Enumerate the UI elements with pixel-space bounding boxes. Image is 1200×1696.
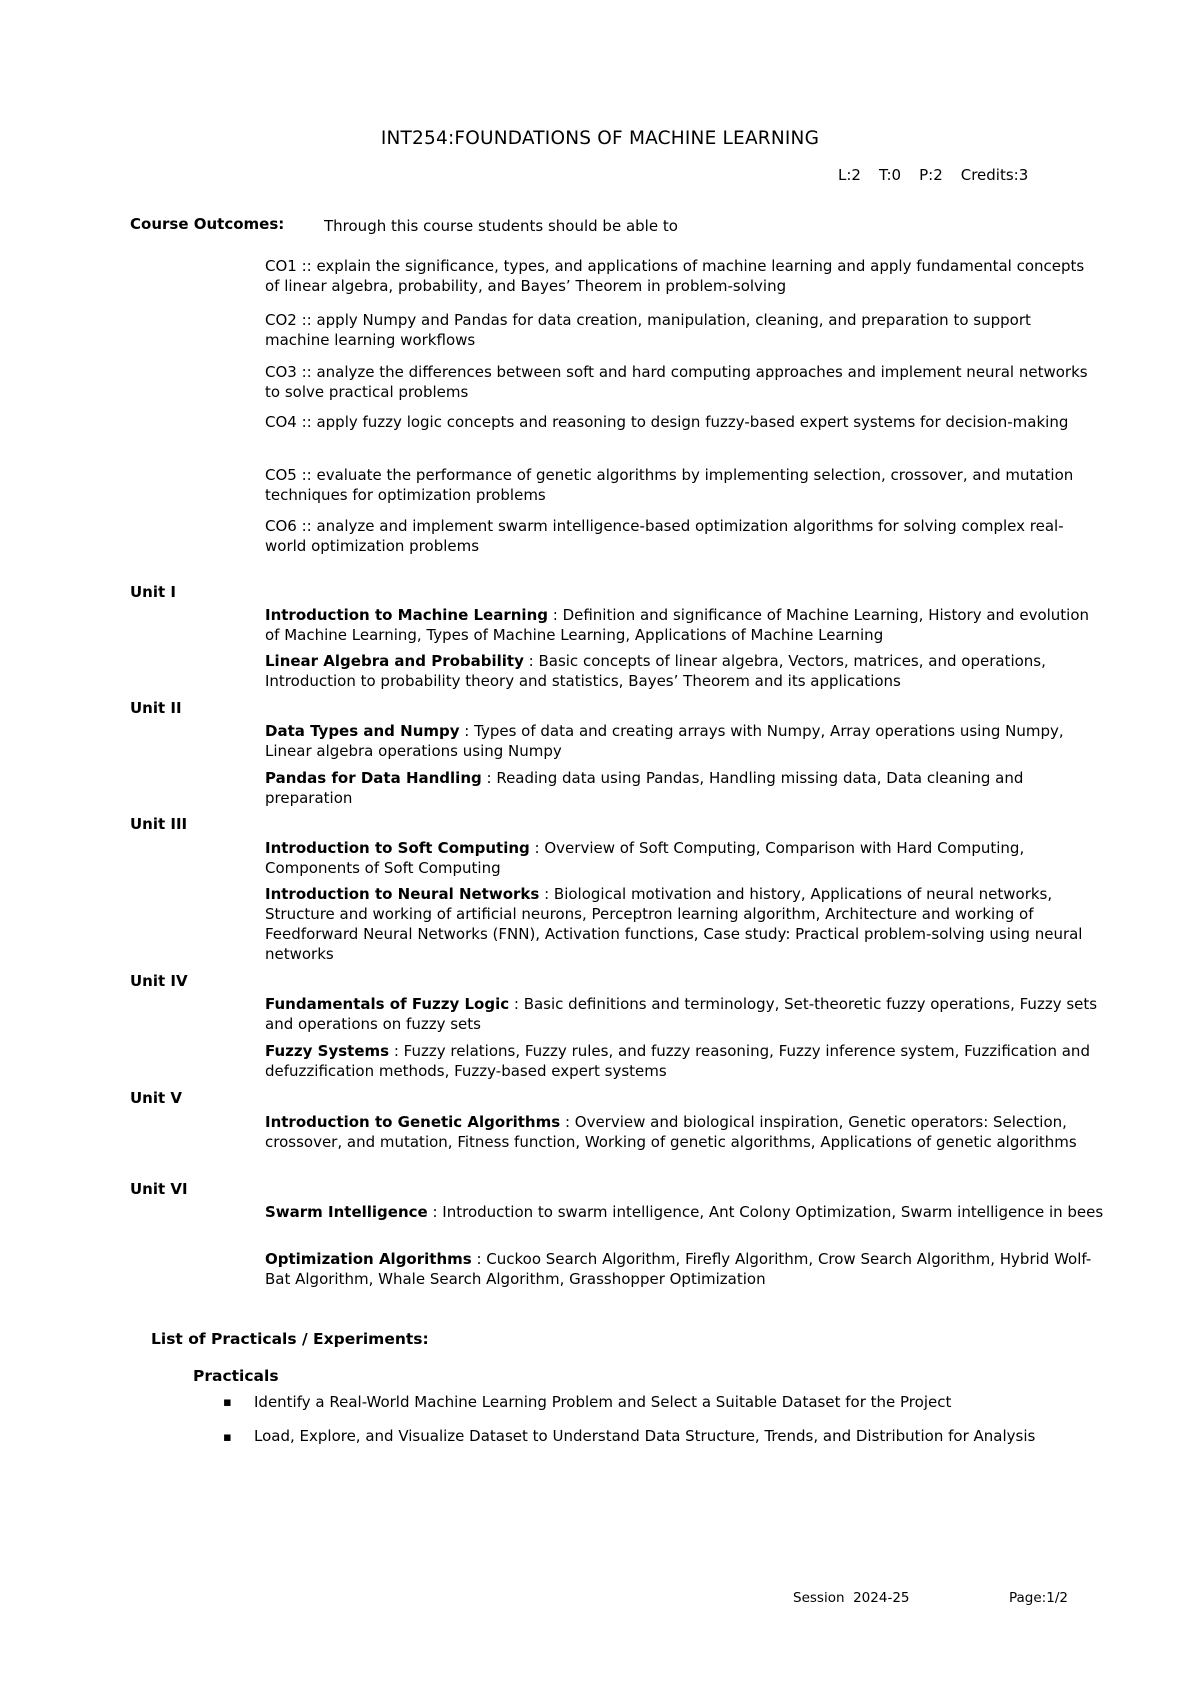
topic-text: : Overview and biological inspiration, Genetic operators: Selection, crossover, and mutation, Fitness function, Working of genetic algorithms, Applications of genetic algorithms [265, 1113, 1077, 1151]
practicals-heading: List of Practicals / Experiments: [151, 1330, 429, 1348]
topic-name: Swarm Intelligence [265, 1203, 428, 1221]
practical-hours: P:2 [919, 166, 943, 184]
topic-text: : Types of data and creating arrays with Numpy, Array operations using Numpy, Linear algebra operations using Numpy [265, 722, 1064, 760]
topic-name: Linear Algebra and Probability [265, 652, 524, 670]
course-outcome-3: CO3 :: analyze the differences between soft and hard computing approaches and implement neural networks to solve practical problems [265, 363, 1088, 401]
unit-topic [265, 838, 1105, 878]
practical-item: Identify a Real-World Machine Learning Problem and Select a Suitable Dataset for the Project [254, 1393, 952, 1411]
course-outcome-5: CO5 :: evaluate the performance of genetic algorithms by implementing selection, crossover, and mutation techniques for optimization problems [265, 466, 1074, 504]
topic-text: : Fuzzy relations, Fuzzy rules, and fuzzy reasoning, Fuzzy inference system, Fuzzification and defuzzification methods, Fuzzy-based expert systems [265, 1042, 1090, 1080]
session-label: Session 2024-25 [793, 1590, 910, 1606]
course-outcome-2: CO2 :: apply Numpy and Pandas for data creation, manipulation, cleaning, and preparation to support machine learning workflows [265, 311, 1031, 349]
topic-text: : Reading data using Pandas, Handling missing data, Data cleaning and preparation [265, 769, 1024, 807]
topic-text: : Definition and significance of Machine Learning, History and evolution of Machine Learning, Types of Machine Learning, Applications of Machine Learning [265, 606, 1090, 644]
practicals-subheading: Practicals [193, 1367, 279, 1385]
course-outcome-1: CO1 :: explain the significance, types, and applications of machine learning and apply fundamental concepts of linear algebra, probability, and Bayes’ Theorem in problem-solving [265, 257, 1085, 295]
topic-text: : Cuckoo Search Algorithm, Firefly Algorithm, Crow Search Algorithm, Hybrid Wolf-Bat Algorithm, Whale Search Algorithm, Grasshopper Optimization [265, 1250, 1092, 1288]
page-number: Page:1/2 [1009, 1590, 1068, 1606]
credit-structure [838, 166, 1028, 184]
topic-name: Fundamentals of Fuzzy Logic [265, 995, 510, 1013]
unit-label: Unit IV [130, 972, 188, 990]
unit-topic [265, 1041, 1105, 1081]
topic-name: Introduction to Soft Computing [265, 839, 530, 857]
unit-topic [265, 994, 1105, 1034]
unit-topic [265, 1202, 1105, 1222]
unit-topic [265, 605, 1105, 645]
topic-name: Data Types and Numpy [265, 722, 460, 740]
unit-topic [265, 1249, 1105, 1289]
topic-name: Introduction to Neural Networks [265, 885, 540, 903]
topic-name: Introduction to Genetic Algorithms [265, 1113, 561, 1131]
course-title: INT254:FOUNDATIONS OF MACHINE LEARNING [380, 128, 820, 149]
unit-topic [265, 1112, 1105, 1152]
topic-name: Pandas for Data Handling [265, 769, 482, 787]
course-outcomes-heading: Course Outcomes: [130, 215, 285, 233]
unit-label: Unit VI [130, 1180, 188, 1198]
topic-text: : Introduction to swarm intelligence, Ant Colony Optimization, Swarm intelligence in bees [427, 1203, 1104, 1221]
credits: Credits:3 [960, 166, 1029, 184]
course-outcome-4: CO4 :: apply fuzzy logic concepts and reasoning to design fuzzy-based expert systems for decision-making [265, 413, 1069, 431]
topic-name: Fuzzy Systems [265, 1042, 390, 1060]
topic-text: : Overview of Soft Computing, Comparison with Hard Computing, Components of Soft Computing [265, 839, 1025, 877]
unit-topic [265, 768, 1105, 808]
unit-topic [265, 721, 1105, 761]
lecture-hours: L:2 [838, 166, 861, 184]
topic-text: : Basic concepts of linear algebra, Vectors, matrices, and operations, Introduction to probability theory and statistics, Bayes’ Theorem and its applications [265, 652, 1046, 690]
bullet-icon: ▪ [223, 1395, 232, 1410]
unit-label: Unit III [130, 815, 188, 833]
unit-label: Unit V [130, 1089, 183, 1107]
unit-label: Unit II [130, 699, 182, 717]
tutorial-hours: T:0 [878, 166, 902, 184]
topic-text: : Basic definitions and terminology, Set-theoretic fuzzy operations, Fuzzy sets and operations on fuzzy sets [265, 995, 1098, 1033]
bullet-icon: ▪ [223, 1430, 232, 1445]
practical-item: Load, Explore, and Visualize Dataset to Understand Data Structure, Trends, and Distribution for Analysis [254, 1427, 1036, 1445]
unit-topic [265, 651, 1105, 691]
topic-name: Optimization Algorithms [265, 1250, 472, 1268]
topic-text: : Biological motivation and history, Applications of neural networks, Structure and working of artificial neurons, Perceptron learning algorithm, Architecture and working of Feedforward Neural Networks (FNN), Activation functions, Case study: Practical problem-solving using neural networks [265, 885, 1083, 963]
course-outcomes-intro: Through this course students should be able to [324, 217, 678, 235]
unit-topic [265, 884, 1105, 964]
topic-name: Introduction to Machine Learning [265, 606, 548, 624]
course-outcome-6: CO6 :: analyze and implement swarm intelligence-based optimization algorithms for solving complex real-world optimization problems [265, 517, 1064, 555]
unit-label: Unit I [130, 583, 176, 601]
